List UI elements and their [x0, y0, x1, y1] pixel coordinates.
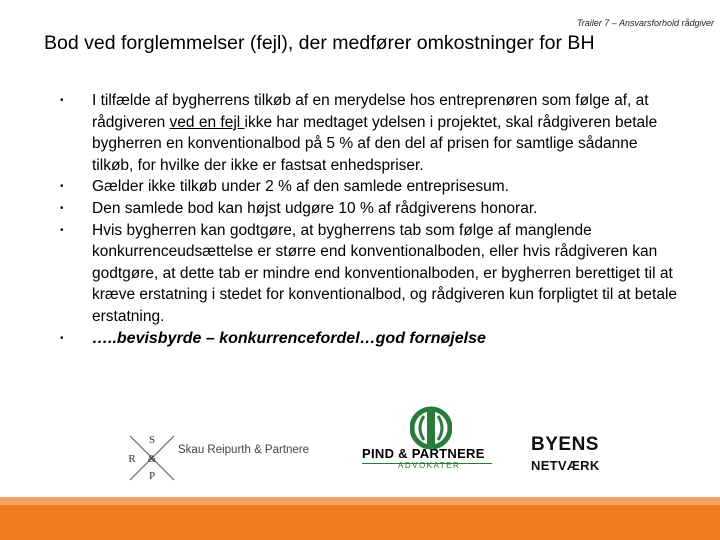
- skau-reipurth-name: Skau Reipurth & Partnere: [178, 444, 310, 456]
- bullet-item: [60, 176, 680, 198]
- pind-partnere-name: PIND & PARTNERE: [362, 446, 485, 461]
- bullet-text: Hvis bygherren kan godtgøre, at bygherrens tab som følge af manglende konkurrenceudsættelse er større end konventionalboden, eller hvis rådgiveren kan godtgøre, at dette tab er mindre end konventionalboden, er bygherren berettiget til at kræve erstatning i stedet for konventionalbod, og rådgiveren kun forpligtet til at betale erstatning.: [92, 221, 678, 325]
- bullet-marker: •: [60, 332, 64, 344]
- bullet-text-part: I tilfælde af bygherrens tilkøb af en merydelse hos entreprenøren som følge af, at rådgiveren: [92, 92, 649, 131]
- bullet-item: [60, 90, 680, 176]
- srp-letter: S: [148, 434, 156, 446]
- bullet-marker: •: [60, 202, 64, 214]
- byens-netvaerk-line1: BYENS: [531, 434, 599, 455]
- pind-partnere-subtitle: ADVOKATER: [398, 461, 461, 470]
- bullet-item: [60, 198, 680, 220]
- bullet-text: Den samlede bod kan højst udgøre 10 % af rådgiverens honorar.: [92, 199, 538, 217]
- footer-bar: [0, 497, 720, 540]
- slide-title: Bod ved forglemmelser (fejl), der medfører omkostninger for BH: [44, 32, 595, 54]
- pind-partnere-logo-icon: [410, 406, 452, 450]
- srp-letter: R: [128, 453, 136, 465]
- underlined-phrase: ved en fejl: [169, 113, 245, 131]
- closing-remark: …..bevisbyrde – konkurrencefordel…god fornøjelse: [92, 329, 486, 347]
- bullet-item: [60, 328, 680, 350]
- srp-letter: &: [147, 453, 157, 465]
- bullet-marker: •: [60, 181, 64, 193]
- bullet-list: [60, 90, 680, 349]
- bullet-text: Gælder ikke tilkøb under 2 % af den samlede entreprisesum.: [92, 178, 509, 196]
- bullet-text-part: ikke har medtaget ydelsen i projektet, skal rådgiveren betale bygherren en konventionalbod på 5 % af den del af prisen for samtlige sådanne tilkøb, for hvilke der ikke er fastsat enhedspriser.: [92, 113, 658, 174]
- bullet-marker: •: [60, 224, 64, 236]
- bullet-item: [60, 220, 680, 328]
- partner-logos: [0, 420, 720, 495]
- byens-netvaerk-line2: NETVÆRK: [531, 458, 600, 473]
- skau-reipurth-logo-icon: [122, 428, 182, 488]
- bullet-marker: •: [60, 95, 64, 106]
- srp-letter: P: [148, 470, 156, 482]
- header-note: Trailer 7 – Ansvarsforhold rådgiver: [576, 18, 714, 28]
